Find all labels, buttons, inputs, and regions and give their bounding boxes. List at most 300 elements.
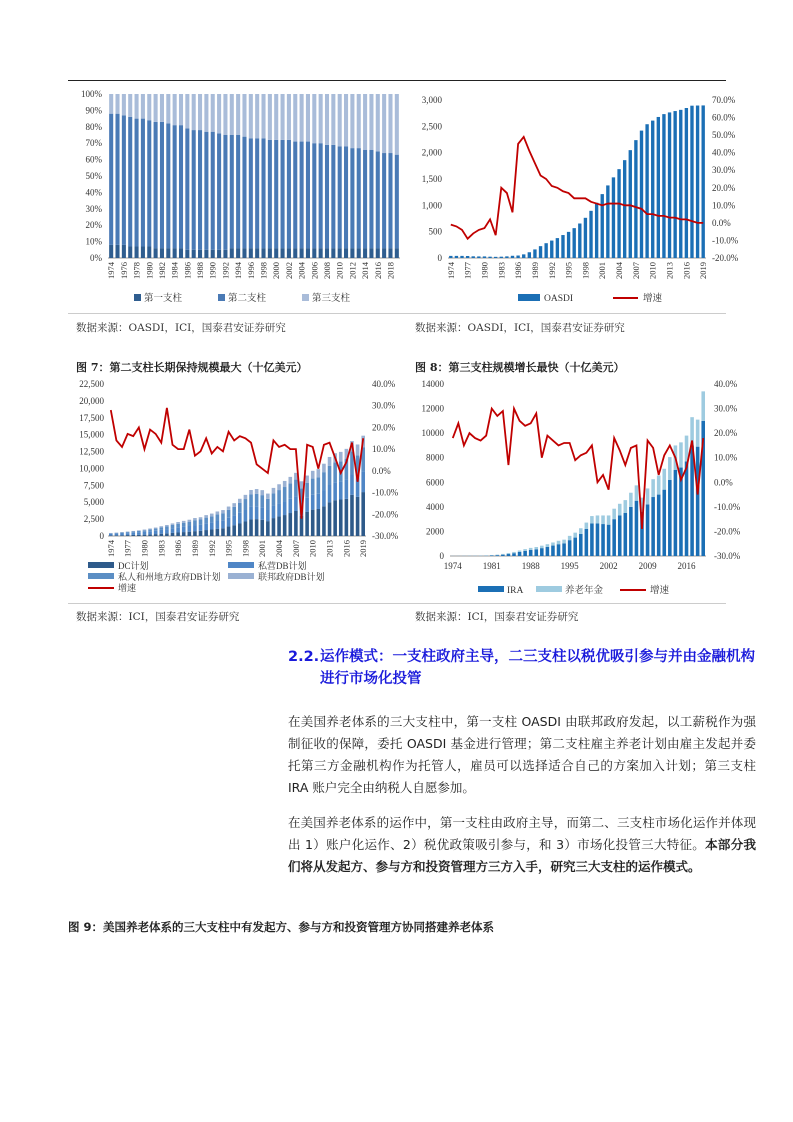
c3-x-tick: 1989 [189, 540, 200, 557]
c2-bar [690, 106, 693, 258]
c4-bar-1 [646, 504, 650, 556]
c1-bar-2 [211, 132, 215, 250]
c1-bar-2 [160, 122, 164, 248]
c1-bar-3 [376, 94, 380, 151]
c3-bar-3 [277, 490, 281, 504]
c3-bar-3 [176, 524, 180, 528]
c3-y2-tick: 40.0% [372, 379, 396, 389]
c1-bar-3 [255, 94, 259, 138]
c2-bar [466, 256, 469, 258]
c3-bar-2 [322, 490, 326, 506]
c4-y2-tick: 20.0% [714, 428, 738, 439]
c3-bar-1 [216, 529, 220, 536]
c2-bar [522, 254, 525, 258]
c3-bar-3 [238, 503, 242, 513]
c3-bar-4 [260, 490, 264, 495]
c1-bar-2 [147, 120, 151, 246]
c3-legend-label: 增速 [118, 583, 137, 593]
c1-bar-3 [344, 94, 348, 146]
c1-bar-1 [268, 248, 272, 258]
c2-bar [533, 249, 536, 258]
c3-x-tick: 1992 [206, 540, 217, 557]
c1-bar-2 [192, 130, 196, 250]
c4-bar-2 [596, 515, 600, 523]
c1-legend-label: 第一支柱 [144, 294, 183, 304]
c3-bar-2 [339, 482, 343, 500]
c1-bar-3 [185, 94, 189, 128]
c4-bar-2 [624, 500, 628, 513]
c1-bar-2 [325, 145, 329, 248]
figure9-title: 图 9：美国养老体系的三大支柱中有发起方、参与方和投资管理方协同搭建养老体系 [68, 920, 495, 934]
c4-bar-2 [668, 457, 672, 480]
c2-bar [505, 256, 508, 258]
c2-bar [623, 160, 626, 258]
c3-bar-2 [361, 471, 365, 492]
c4-bar-2 [657, 476, 661, 495]
c2-bar [617, 169, 620, 258]
figure7-title: 图 7：第二支柱长期保持规模最大（十亿美元） [76, 361, 308, 374]
c3-bar-2 [266, 510, 270, 521]
c4-bar-2 [618, 504, 622, 516]
c3-bar-3 [294, 480, 298, 497]
c3-bar-3 [154, 529, 158, 531]
c3-bar-4 [210, 514, 214, 517]
c1-bar-3 [319, 94, 323, 143]
c4-y2-tick: 10.0% [714, 452, 738, 463]
c2-x-tick: 1983 [496, 262, 507, 279]
c2-x-tick: 1992 [546, 262, 557, 279]
c3-bar-4 [328, 457, 332, 466]
c4-bar-1 [546, 547, 550, 556]
c1-bar-1 [363, 248, 367, 258]
c2-bar [668, 112, 671, 258]
c3-bar-3 [120, 533, 124, 534]
c3-bar-1 [260, 520, 264, 536]
c1-x-tick: 1980 [144, 262, 155, 279]
c3-x-tick: 2016 [341, 540, 352, 557]
c1-y-tick: 60% [85, 154, 102, 165]
c3-bar-1 [328, 502, 332, 536]
c1-bar-2 [198, 130, 202, 250]
c3-bar-3 [232, 507, 236, 516]
c2-bar [516, 256, 519, 258]
c3-bar-2 [238, 513, 242, 524]
c4-bar-1 [601, 524, 605, 556]
c1-bar-2 [357, 148, 361, 248]
c3-bar-3 [171, 525, 175, 528]
c3-bar-2 [272, 506, 276, 518]
c1-bar-2 [115, 114, 119, 245]
c3-bar-4 [204, 515, 208, 517]
c1-bar-3 [135, 94, 139, 119]
c4-bar-1 [657, 495, 661, 556]
c1-bar-1 [160, 248, 164, 258]
c3-x-tick: 1983 [156, 540, 167, 557]
header-rule [68, 80, 726, 81]
c3-bar-1 [322, 506, 326, 536]
c1-bar-1 [192, 250, 196, 258]
c2-bar [612, 177, 615, 258]
c2-x-tick: 2001 [597, 262, 608, 279]
c1-bar-3 [312, 94, 316, 143]
c1-bar-1 [109, 245, 113, 258]
c2-bar [651, 121, 654, 258]
c3-bar-4 [232, 503, 236, 507]
c4-bar-1 [624, 513, 628, 556]
c4-bar-1 [690, 445, 694, 556]
chart-second-pillar-svg [68, 376, 408, 602]
c1-x-tick: 1974 [106, 262, 117, 279]
c4-x-tick: 2016 [677, 561, 696, 571]
c1-bar-2 [179, 125, 183, 248]
c3-bar-4 [249, 490, 253, 494]
c4-y-tick: 4000 [426, 501, 444, 512]
c1-bar-1 [236, 248, 240, 258]
c3-bar-1 [143, 535, 147, 536]
c3-bar-3 [328, 466, 332, 485]
c4-bar-1 [534, 549, 538, 556]
c4-bar-1 [501, 555, 505, 556]
c1-x-tick: 1984 [169, 262, 180, 279]
c3-bar-4 [227, 507, 231, 510]
c1-legend-swatch [218, 294, 225, 301]
c1-bar-2 [185, 128, 189, 249]
c3-y2-tick: 10.0% [372, 444, 396, 455]
c3-bar-1 [182, 532, 186, 536]
c1-bar-1 [382, 248, 386, 258]
c1-y-tick: 20% [85, 220, 102, 231]
c3-bar-4 [148, 529, 152, 530]
c4-bar-2 [512, 552, 516, 553]
c3-bar-4 [356, 444, 360, 455]
c3-bar-2 [210, 522, 214, 529]
c3-bar-2 [216, 521, 220, 529]
c3-y2-tick: 0.0% [372, 465, 391, 476]
c2-x-tick: 2016 [681, 262, 692, 279]
c4-legend-swatch [536, 586, 562, 592]
c4-legend-swatch [478, 586, 504, 592]
c1-x-tick: 1978 [131, 262, 142, 279]
c3-bar-4 [322, 464, 326, 472]
divider-1 [68, 313, 726, 314]
c2-bar [483, 256, 486, 258]
c4-bar-2 [585, 523, 589, 529]
c2-bar [702, 105, 705, 258]
c3-y-tick: 2,500 [83, 514, 104, 525]
c3-bar-2 [317, 494, 321, 509]
c3-bar-2 [288, 499, 292, 513]
c3-bar-1 [350, 495, 354, 536]
c3-bar-1 [126, 535, 130, 536]
c1-x-tick: 2004 [296, 262, 307, 279]
c1-bar-2 [173, 125, 177, 248]
c1-bar-1 [300, 248, 304, 258]
chart1-source: 数据来源：OASDI，ICI，国泰君安证券研究 [76, 322, 286, 334]
c1-y-tick: 100% [81, 89, 102, 99]
c1-bar-3 [147, 94, 151, 120]
c3-bar-4 [255, 489, 259, 494]
c3-bar-4 [288, 477, 292, 483]
c1-y-tick: 0% [90, 253, 102, 263]
c2-y2-tick: 40.0% [712, 147, 736, 158]
c4-bar-1 [651, 497, 655, 556]
paragraph-1: 在美国养老体系的三大支柱中，第一支柱 OASDI 由联邦政府发起，以工薪税作为强制征收的保障，委托 OASDI 基金进行管理；第二支柱雇主养老计划由雇主发起并委托第三方金融机构作为托管人，雇员可以选择适合自己的方案加入计划；第三支柱 IRA 账户完全由纳税人自愿参加。 [288, 714, 756, 795]
c1-bar-1 [369, 248, 373, 258]
c3-bar-1 [300, 516, 304, 536]
c3-bar-2 [165, 529, 169, 533]
c1-x-tick: 2008 [322, 262, 332, 279]
c1-bar-3 [109, 94, 113, 114]
c3-y2-tick: 20.0% [372, 422, 396, 433]
c3-bar-3 [204, 518, 208, 524]
c3-bar-2 [255, 506, 259, 519]
c3-bar-3 [115, 533, 119, 534]
c2-y-tick: 2,500 [421, 121, 442, 132]
c3-x-tick: 2019 [358, 540, 369, 557]
c4-bar-1 [674, 470, 678, 556]
c3-legend-swatch [228, 573, 254, 579]
c3-bar-4 [216, 511, 220, 514]
c1-bar-2 [249, 138, 253, 248]
c3-x-tick: 1995 [223, 540, 234, 557]
c3-legend-label: 联邦政府DB计划 [258, 572, 325, 582]
c1-bar-1 [230, 248, 234, 258]
chart-third-pillar-svg [408, 376, 748, 602]
c3-bar-2 [148, 531, 152, 534]
c2-bar [472, 256, 475, 258]
c4-bar-2 [601, 515, 605, 524]
c2-legend-label: 增速 [643, 294, 663, 304]
c3-y-tick: 12,500 [79, 446, 104, 457]
c3-bar-3 [266, 499, 270, 510]
c1-bar-3 [274, 94, 278, 140]
c3-bar-4 [244, 495, 248, 499]
c1-bar-1 [198, 250, 202, 258]
c1-bar-2 [300, 142, 304, 249]
c2-x-tick: 1980 [479, 262, 490, 279]
c2-bar [696, 106, 699, 258]
c1-y-tick: 70% [85, 138, 102, 149]
c1-bar-3 [211, 94, 215, 132]
c1-bar-1 [141, 247, 145, 258]
c4-bar-2 [573, 533, 577, 538]
c1-bar-1 [185, 250, 189, 258]
c1-bar-2 [217, 133, 221, 249]
c3-bar-3 [227, 510, 231, 518]
c2-y2-tick: 10.0% [712, 200, 736, 211]
c1-bar-2 [223, 135, 227, 250]
c1-bar-3 [128, 94, 132, 117]
c1-bar-2 [261, 138, 265, 248]
c3-bar-4 [159, 526, 163, 527]
c4-bar-2 [568, 536, 572, 540]
c1-bar-1 [147, 247, 151, 258]
c4-bar-1 [518, 552, 522, 556]
c1-bar-3 [154, 94, 158, 122]
c2-bar [539, 246, 542, 258]
c4-bar-2 [529, 548, 533, 550]
c4-x-tick: 2009 [638, 561, 657, 571]
c1-x-tick: 1996 [245, 262, 256, 279]
c4-bar-2 [612, 509, 616, 519]
c3-bar-2 [227, 518, 231, 527]
c3-bar-3 [255, 494, 259, 506]
c1-bar-1 [376, 248, 380, 258]
c3-bar-4 [165, 525, 169, 526]
c3-bar-1 [305, 512, 309, 536]
c4-bar-2 [701, 391, 705, 420]
c3-bar-4 [188, 520, 192, 522]
c2-bar [449, 256, 452, 258]
c1-bar-1 [274, 248, 278, 258]
c3-bar-1 [188, 532, 192, 536]
c4-bar-1 [635, 501, 639, 556]
c4-bar-2 [607, 515, 611, 524]
c1-bar-2 [293, 142, 297, 249]
c3-y2-tick: 30.0% [372, 400, 396, 411]
c1-x-tick: 1998 [258, 262, 269, 279]
c1-legend-label: 第二支柱 [228, 294, 267, 304]
c1-bar-2 [281, 140, 285, 248]
c4-bar-2 [679, 442, 683, 467]
c3-bar-1 [227, 527, 231, 536]
c1-bar-3 [350, 94, 354, 148]
c4-bar-1 [629, 507, 633, 556]
c1-bar-3 [173, 94, 177, 125]
c3-bar-3 [199, 520, 203, 525]
c4-bar-2 [534, 547, 538, 549]
c4-bar-1 [551, 546, 555, 556]
c2-bar [629, 150, 632, 258]
c1-x-tick: 1992 [220, 262, 231, 279]
c3-bar-4 [154, 528, 158, 529]
c2-bar [685, 108, 688, 258]
c1-bar-1 [344, 248, 348, 258]
paragraph-2-text: 在美国养老体系的运作中，第一支柱由政府主导，而第二、三支柱市场化运作并体现出 1）账户化运作、2）税优政策吸引参与，和 3）市场化投管三大特征。 [288, 815, 756, 852]
c2-y2-tick: 70.0% [712, 95, 736, 105]
c1-bar-1 [211, 250, 215, 258]
c3-bar-4 [317, 469, 321, 477]
c3-bar-1 [283, 515, 287, 536]
c2-bar [561, 235, 564, 258]
c1-y-tick: 90% [85, 105, 102, 116]
c1-bar-1 [115, 245, 119, 258]
c1-bar-2 [382, 153, 386, 248]
c1-bar-3 [325, 94, 329, 145]
c1-bar-3 [281, 94, 285, 140]
c1-x-tick: 1990 [207, 262, 218, 279]
c2-legend-swatch [518, 294, 540, 301]
c1-y-tick: 10% [85, 236, 102, 247]
c3-bar-2 [333, 482, 337, 500]
c4-y2-tick: 30.0% [714, 403, 738, 414]
c2-x-tick: 2004 [614, 262, 625, 279]
c4-y2-tick: 40.0% [714, 379, 738, 389]
c4-bar-2 [635, 485, 639, 500]
c3-bar-3 [137, 531, 141, 532]
c2-y-tick: 2,000 [421, 147, 442, 158]
c3-bar-1 [311, 510, 315, 536]
c1-bar-2 [268, 140, 272, 248]
c3-bar-3 [109, 533, 113, 534]
c3-bar-4 [131, 531, 135, 532]
c3-bar-3 [143, 530, 147, 532]
c3-bar-1 [131, 535, 135, 536]
c3-bar-2 [120, 534, 124, 536]
c1-bar-2 [388, 153, 392, 248]
c4-bar-1 [668, 480, 672, 556]
c1-bar-3 [204, 94, 208, 132]
c1-bar-2 [242, 137, 246, 249]
c3-bar-3 [188, 522, 192, 526]
c1-bar-3 [369, 94, 373, 150]
c4-x-tick: 1981 [482, 561, 501, 571]
c4-bar-1 [685, 461, 689, 556]
c3-legend-swatch [88, 562, 114, 568]
c1-bar-3 [166, 94, 170, 124]
c2-bar [679, 110, 682, 258]
c1-bar-3 [141, 94, 145, 119]
c1-bar-2 [338, 146, 342, 248]
c3-bar-1 [115, 535, 119, 536]
c3-bar-1 [137, 535, 141, 536]
c1-bar-1 [319, 248, 323, 258]
c3-bar-2 [260, 507, 264, 519]
c1-legend-swatch [302, 294, 309, 301]
c1-bar-1 [395, 248, 399, 258]
c4-y-tick: 8000 [426, 452, 444, 463]
c1-bar-2 [122, 115, 126, 245]
c1-bar-2 [154, 122, 158, 248]
c4-bar-2 [540, 546, 544, 548]
c3-x-tick: 2004 [274, 540, 285, 557]
c3-legend-swatch [88, 573, 114, 579]
c3-bar-3 [244, 499, 248, 510]
c3-bar-1 [165, 533, 169, 536]
c2-x-tick: 2019 [698, 262, 709, 279]
c3-bar-2 [126, 533, 130, 535]
c1-bar-2 [287, 140, 291, 248]
c3-bar-3 [317, 477, 321, 494]
c1-bar-2 [369, 150, 373, 248]
c3-bar-4 [137, 530, 141, 531]
c2-x-tick: 2010 [647, 262, 658, 279]
c1-bar-2 [363, 150, 367, 248]
c2-y2-tick: 60.0% [712, 112, 736, 123]
c2-bar [595, 203, 598, 258]
c1-x-tick: 2002 [283, 262, 294, 279]
c1-bar-1 [325, 248, 329, 258]
c3-y-tick: 5,000 [83, 497, 104, 508]
chart-oasdi-svg [408, 82, 748, 310]
c3-y-tick: 22,500 [79, 379, 104, 389]
c4-x-tick: 1995 [560, 561, 579, 571]
c1-x-tick: 2010 [334, 262, 345, 279]
c4-legend-label: 增速 [650, 586, 670, 596]
c1-x-tick: 1988 [195, 262, 206, 279]
c4-y2-tick: -30.0% [714, 551, 741, 561]
c4-bar-1 [557, 544, 561, 556]
c2-bar [584, 218, 587, 258]
c3-bar-3 [126, 532, 130, 533]
c1-y-tick: 40% [85, 187, 102, 198]
chart4-source: 数据来源：ICI，国泰君安证券研究 [415, 611, 579, 623]
c4-bar-2 [590, 516, 594, 523]
c4-bar-1 [523, 551, 527, 556]
c1-bar-1 [135, 247, 139, 258]
c4-x-tick: 1974 [443, 561, 462, 571]
c4-bar-1 [507, 554, 511, 556]
